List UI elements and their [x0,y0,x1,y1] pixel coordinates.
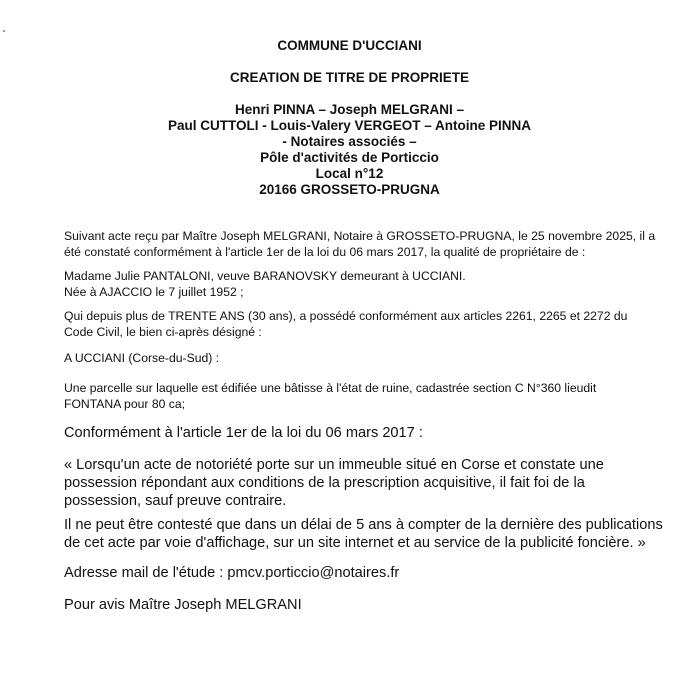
text-line: possession, sauf preuve contraire. [64,493,287,509]
commune-title: COMMUNE D'UCCIANI [277,38,422,53]
text-line: Code Civil, le bien ci-après désigné : [64,325,262,339]
text-line: Madame Julie PANTALONI, veuve BARANOVSKY demeurant à UCCIANI. [64,269,466,283]
text-line: Conformément à l'article 1er de la loi du 06 mars 2017 : [64,425,423,441]
notaires-line: Local n°12 [315,166,384,181]
paragraph-parcelle [64,380,624,412]
notaires-block [0,102,699,198]
text-line: Une parcelle sur laquelle est édifiée une bâtisse à l'état de ruine, cadastrée section C N°360 lieudit [64,381,597,395]
paragraph-citation [64,456,644,510]
text-line: Suivant acte reçu par Maître Joseph MELGRANI, Notaire à GROSSETO-PRUGNA, le 25 novembre 2025, il a [64,229,656,243]
text-line: été constaté conformément à l'article 1er de la loi du 06 mars 2017, la qualité de propriétaire de : [64,245,586,259]
paragraph-loi [64,424,644,442]
notaires-line: 20166 GROSSETO-PRUGNA [259,182,440,197]
text-line: Pour avis Maître Joseph MELGRANI [64,597,302,613]
scan-speck [3,30,5,32]
paragraph-signature [64,596,644,614]
notaires-line: Paul CUTTOLI - Louis-Valery VERGEOT – Antoine PINNA [167,118,532,133]
paragraph-commune [64,350,624,366]
text-line: de cet acte par voie d'affichage, sur un site internet et au service de la publicité foncière. » [64,535,646,551]
text-line: Qui depuis plus de TRENTE ANS (30 ans), a possédé conformément aux articles 2261, 2265 et 2272 du [64,309,628,323]
notaires-line: Henri PINNA – Joseph MELGRANI – [234,102,465,117]
notaires-line: - Notaires associés – [282,134,417,149]
paragraph-email [64,564,644,582]
text-line: possession répondant aux conditions de la prescription acquisitive, il fait foi de la [64,475,585,491]
paragraph-contestation [64,516,663,552]
paragraph-proprietaire [64,268,624,300]
text-line: A UCCIANI (Corse-du-Sud) : [64,351,220,365]
paragraph-acte [64,228,656,260]
text-line: Adresse mail de l'étude : pmcv.porticcio@notaires.fr [64,565,400,581]
notaires-line: Pôle d'activités de Porticcio [260,150,439,165]
paragraph-possession [64,308,628,340]
text-line: Née à AJACCIO le 7 juillet 1952 ; [64,285,244,299]
notice-title: CREATION DE TITRE DE PROPRIETE [229,70,470,85]
text-line: FONTANA pour 80 ca; [64,397,186,411]
text-line: Il ne peut être contesté que dans un délai de 5 ans à compter de la dernière des publications [64,517,663,533]
text-line: « Lorsqu'un acte de notoriété porte sur un immeuble situé en Corse et constate une [64,457,604,473]
